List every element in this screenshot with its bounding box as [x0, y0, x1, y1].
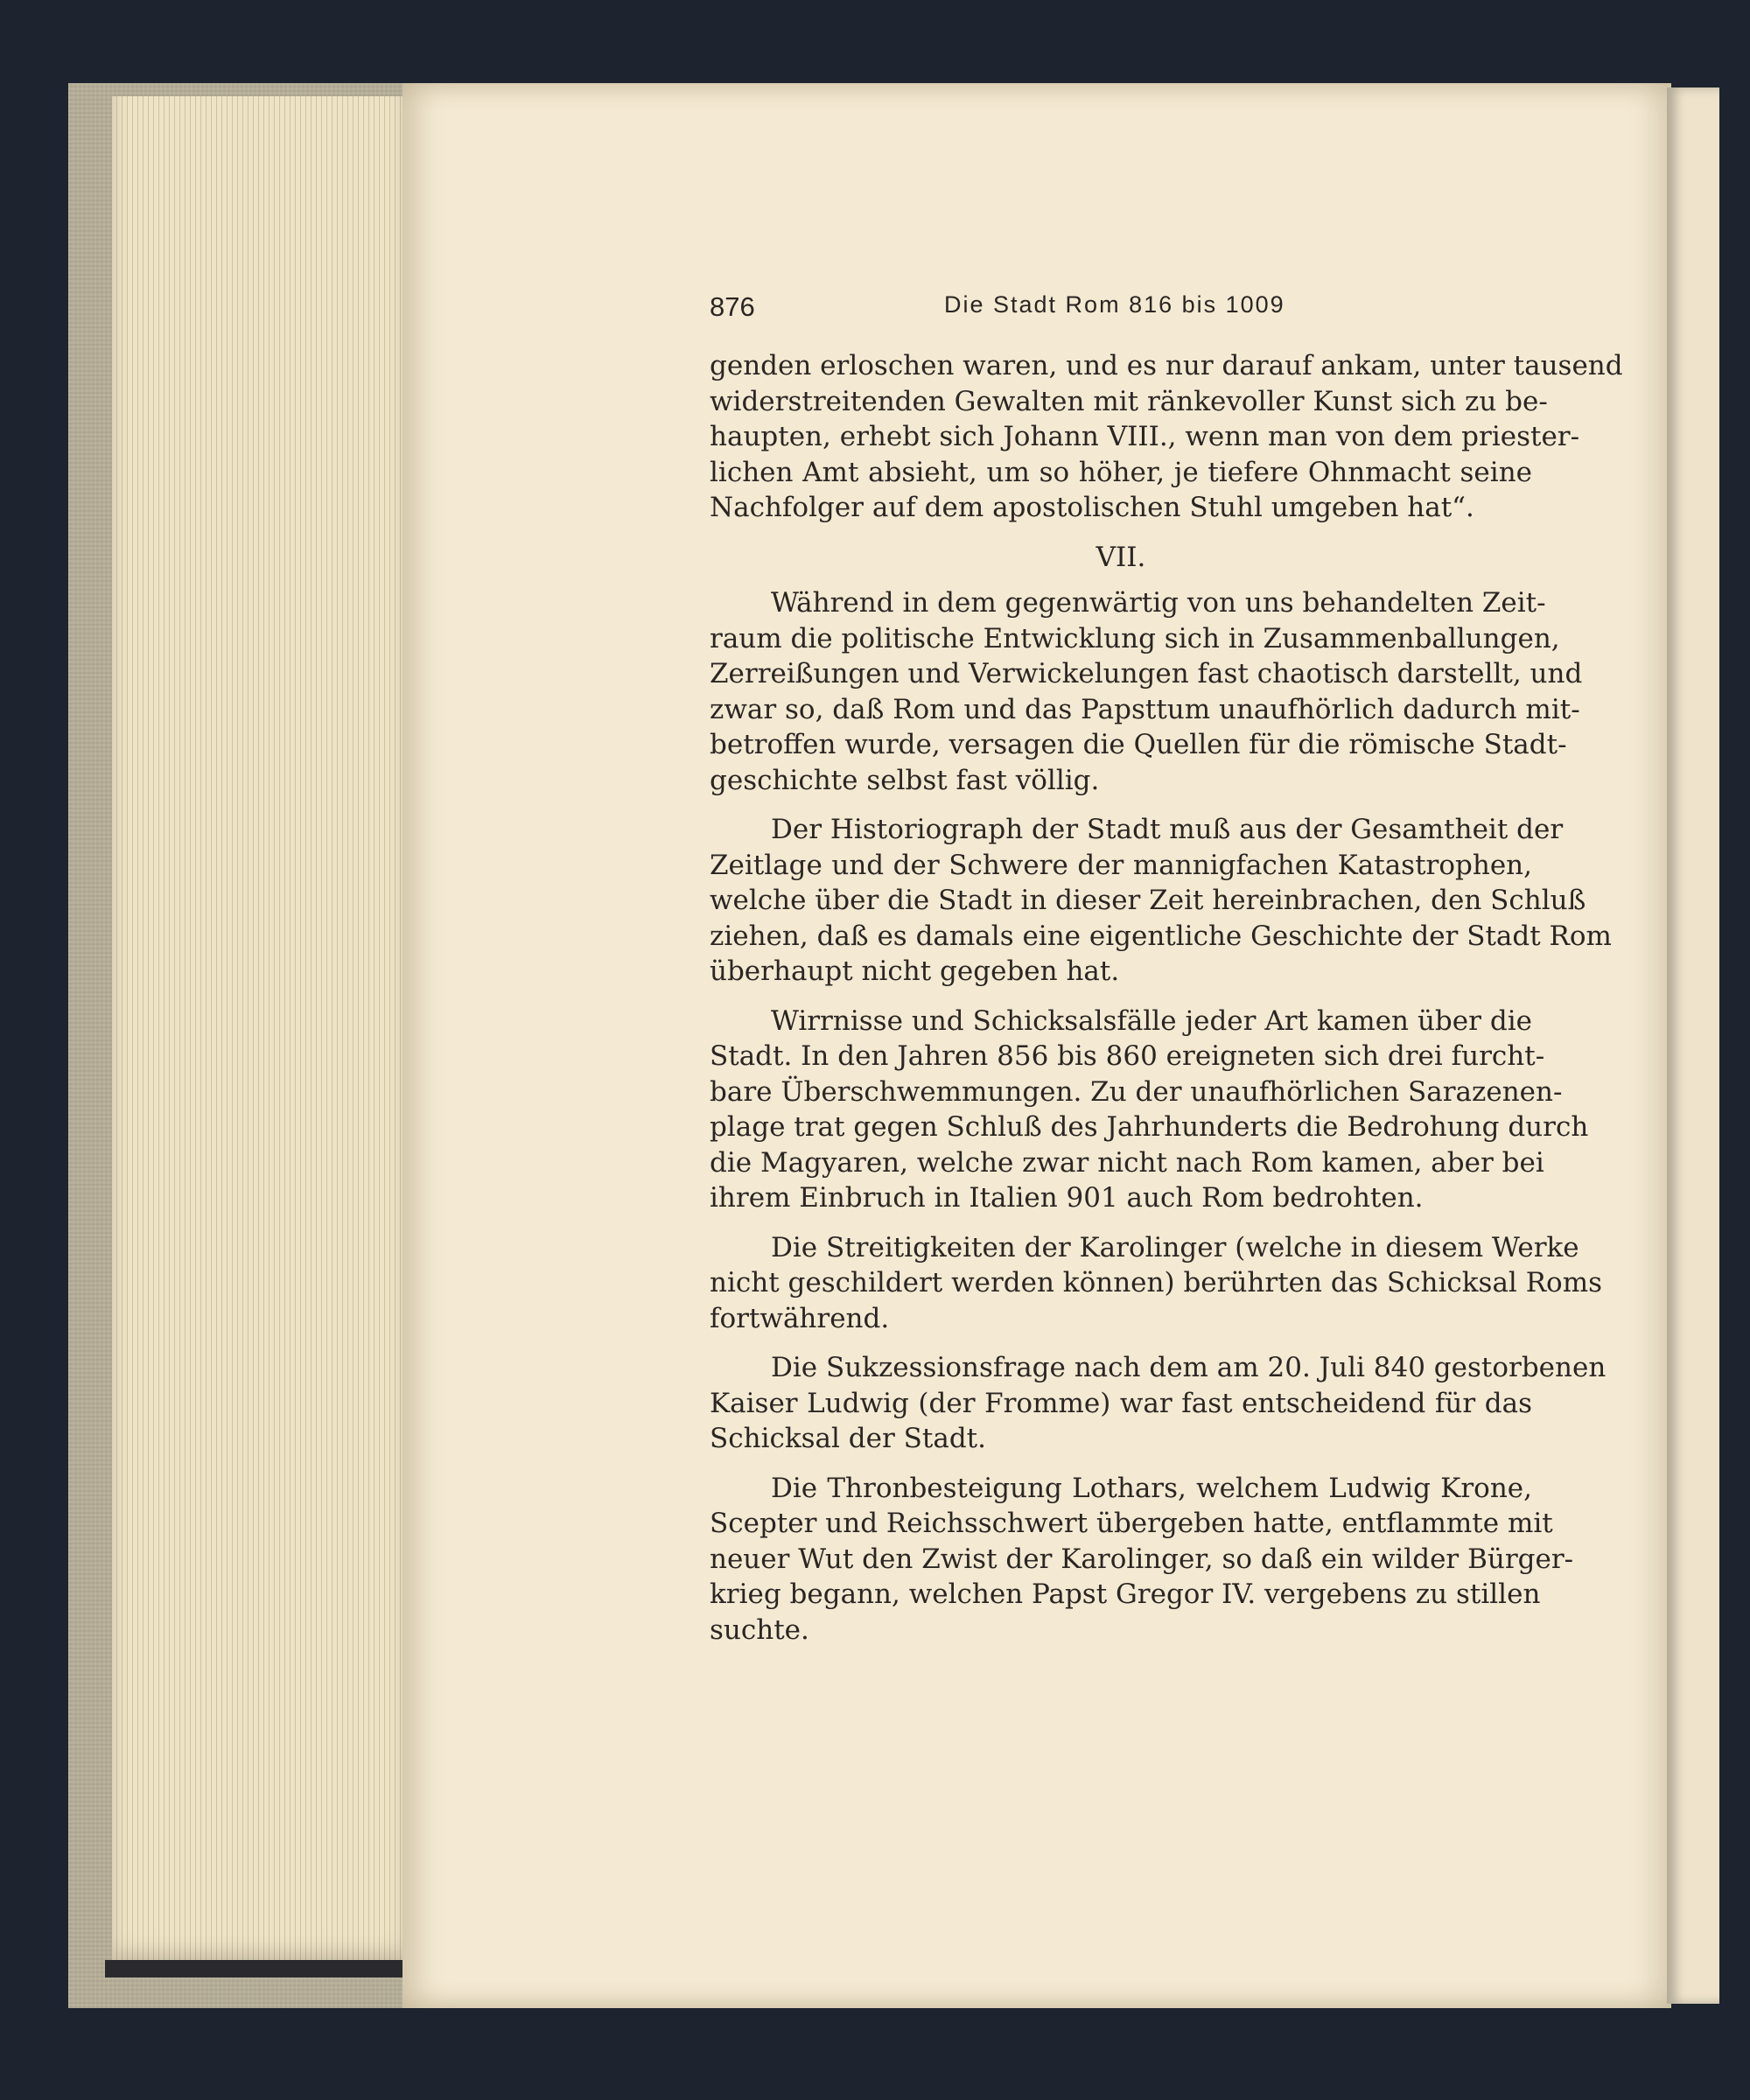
text-line: Nachfolger auf dem apostolischen Stuhl umgeben hat“.: [710, 492, 1474, 523]
paragraph: [710, 1230, 1603, 1337]
running-title: Die Stadt Rom 816 bis 1009: [944, 291, 1285, 318]
page-number: 876: [710, 291, 755, 322]
text-line: fortwährend.: [710, 1302, 890, 1334]
text-line: welche über die Stadt in dieser Zeit hereinbrachen, den Schluß: [710, 885, 1586, 916]
text-line: Scepter und Reichsschwert übergeben hatte, entflammte mit: [710, 1508, 1553, 1539]
section-heading: VII.: [1096, 541, 1146, 573]
paragraph: [710, 1004, 1589, 1216]
page-edges: [112, 96, 405, 1969]
text-line: Stadt. In den Jahren 856 bis 860 ereigneten sich drei furcht-: [710, 1040, 1545, 1072]
text-line: genden erloschen waren, und es nur darauf ankam, unter tausend: [710, 350, 1623, 382]
text-line: Die Thronbesteigung Lothars, welchem Ludwig Krone,: [771, 1472, 1532, 1504]
text-line: Wirrnisse und Schicksalsfälle jeder Art kamen über die: [771, 1004, 1532, 1037]
body-text: [710, 348, 1623, 1662]
text-line: nicht geschildert werden können) berührten das Schicksal Roms: [710, 1267, 1603, 1298]
paragraph: [710, 1471, 1574, 1648]
paragraph: [710, 348, 1623, 526]
text-line: ihrem Einbruch in Italien 901 auch Rom bedrohten.: [710, 1182, 1424, 1214]
right-page-edge: [1667, 88, 1719, 2004]
text-line: betroffen wurde, versagen die Quellen für die römische Stadt-: [710, 729, 1567, 760]
text-line: Der Historiograph der Stadt muß aus der Gesamtheit der: [771, 814, 1564, 845]
text-line: Während in dem gegenwärtig von uns behandelten Zeit-: [771, 587, 1546, 619]
paragraph: [710, 812, 1612, 990]
text-line: neuer Wut den Zwist der Karolinger, so daß ein wilder Bürger-: [710, 1543, 1574, 1575]
text-line: haupten, erhebt sich Johann VIII., wenn man von dem priester-: [710, 421, 1580, 452]
page-header: [710, 291, 1532, 330]
text-line: suchte.: [710, 1614, 809, 1646]
paragraph: [710, 585, 1583, 798]
text-line: geschichte selbst fast völlig.: [710, 764, 1100, 796]
text-line: Die Sukzessionsfrage nach dem am 20. Juli 840 gestorbenen: [771, 1352, 1606, 1383]
text-line: ziehen, daß es damals eine eigentliche Geschichte der Stadt Rom: [710, 920, 1612, 952]
text-line: lichen Amt absieht, um so höher, je tiefere Ohnmacht seine: [710, 456, 1532, 488]
text-line: widerstreitenden Gewalten mit ränkevoller Kunst sich zu be-: [710, 385, 1548, 417]
cover-bottom-edge: [105, 1960, 407, 1978]
text-line: raum die politische Entwicklung sich in Zusammenballungen,: [710, 622, 1560, 654]
text-line: bare Überschwemmungen. Zu der unaufhörlichen Sarazenen-: [710, 1075, 1563, 1108]
text-line: zwar so, daß Rom und das Papsttum unaufhörlich dadurch mit-: [710, 693, 1580, 725]
text-line: Die Streitigkeiten der Karolinger (welche in diesem Werke: [771, 1231, 1579, 1264]
text-line: überhaupt nicht gegeben hat.: [710, 956, 1120, 987]
paragraph: [710, 1350, 1606, 1457]
text-line: Kaiser Ludwig (der Fromme) war fast entscheidend für das: [710, 1387, 1532, 1419]
text-line: Schicksal der Stadt.: [710, 1423, 986, 1454]
text-line: Zeitlage und der Schwere der mannigfachen Katastrophen,: [710, 849, 1532, 881]
text-line: die Magyaren, welche zwar nicht nach Rom kamen, aber bei: [710, 1146, 1544, 1179]
text-line: Zerreißungen und Verwickelungen fast chaotisch darstellt, und: [710, 658, 1583, 690]
text-line: plage trat gegen Schluß des Jahrhunderts die Bedrohung durch: [710, 1111, 1589, 1143]
text-line: krieg begann, welchen Papst Gregor IV. vergebens zu stillen: [710, 1578, 1541, 1610]
